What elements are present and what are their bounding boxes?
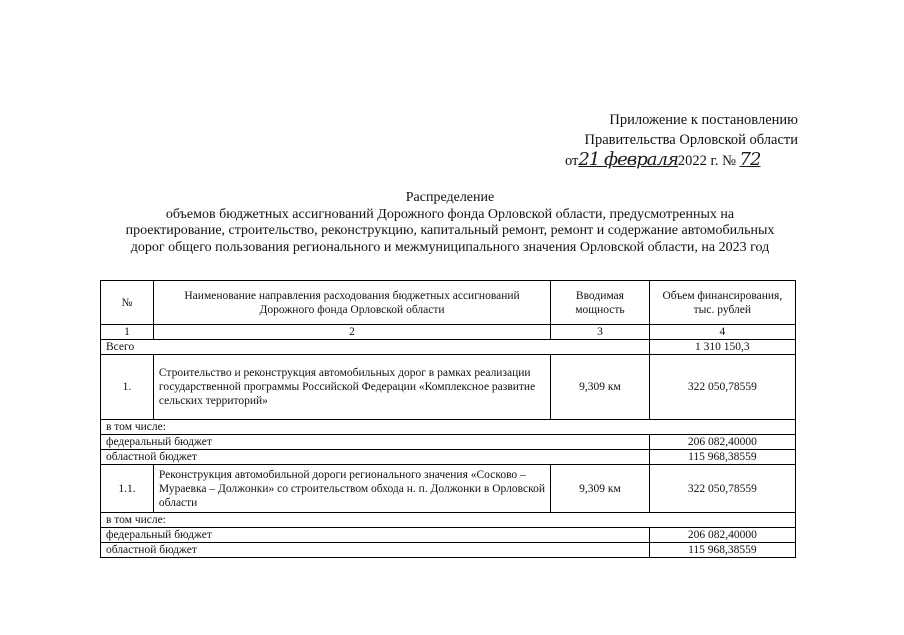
header-num: №	[101, 281, 154, 325]
federal-amount: 206 082,40000	[649, 435, 795, 450]
item-num: 1.1.	[101, 465, 154, 513]
header-name: Наименование направления расходования бюджетных ассигнований Дорожного фонда Орловской области	[153, 281, 550, 325]
appendix-line-3	[548, 150, 798, 170]
col-number-3: 3	[551, 325, 650, 340]
appendix-year: 2022 г. №	[677, 153, 736, 169]
col-number-1: 1	[101, 325, 154, 340]
regional-amount: 115 968,38559	[649, 543, 795, 558]
title-description: объемов бюджетных ассигнований Дорожного фонда Орловской области, предусмотренных на проектирование, строительство, реконструкцию, капитальный ремонт, ремонт и содержание автомобильных дорог общего пользования регионального и межмуниципального значения Орловской области, на 2023 год	[125, 206, 775, 255]
total-amount: 1 310 150,3	[649, 340, 795, 355]
federal-row	[101, 528, 796, 543]
handwritten-date: 21 февраля	[578, 149, 678, 170]
item-amount: 322 050,78559	[649, 355, 795, 420]
including-row	[101, 513, 796, 528]
total-label: Всего	[101, 340, 650, 355]
col-number-4: 4	[649, 325, 795, 340]
item-name: Строительство и реконструкция автомобильных дорог в рамках реализации государственной программы Российской Федерации «Комплексное развитие сельских территорий»	[153, 355, 550, 420]
item-num: 1.	[101, 355, 154, 420]
regional-amount: 115 968,38559	[649, 450, 795, 465]
table-header-row	[101, 281, 796, 325]
column-number-row	[101, 325, 796, 340]
including-label: в том числе:	[101, 513, 796, 528]
appendix-line-1: Приложение к постановлению	[609, 112, 798, 128]
federal-label: федеральный бюджет	[101, 528, 650, 543]
including-label: в том числе:	[101, 420, 796, 435]
document-title	[120, 190, 780, 256]
federal-row	[101, 435, 796, 450]
table-row	[101, 355, 796, 420]
col-number-2: 2	[153, 325, 550, 340]
handwritten-number: 72	[739, 149, 761, 170]
appendix-line-2: Правительства Орловской области	[584, 132, 798, 148]
title-heading: Распределение	[405, 190, 495, 205]
item-name: Реконструкция автомобильной дороги регионального значения «Сосково – Мураевка – Должонки» со строительством обхода н. п. Должонки в Орловской области	[153, 465, 550, 513]
regional-label: областной бюджет	[101, 543, 650, 558]
total-row	[101, 340, 796, 355]
regional-label: областной бюджет	[101, 450, 650, 465]
federal-amount: 206 082,40000	[649, 528, 795, 543]
table-row	[101, 465, 796, 513]
appendix-prefix: от	[565, 153, 579, 169]
item-capacity: 9,309 км	[551, 355, 650, 420]
including-row	[101, 420, 796, 435]
appendix-block	[548, 110, 798, 170]
item-amount: 322 050,78559	[649, 465, 795, 513]
regional-row	[101, 543, 796, 558]
allocation-table	[100, 280, 796, 558]
regional-row	[101, 450, 796, 465]
header-amount: Объем финансирования, тыс. рублей	[649, 281, 795, 325]
header-capacity: Вводимая мощность	[551, 281, 650, 325]
federal-label: федеральный бюджет	[101, 435, 650, 450]
item-capacity: 9,309 км	[551, 465, 650, 513]
